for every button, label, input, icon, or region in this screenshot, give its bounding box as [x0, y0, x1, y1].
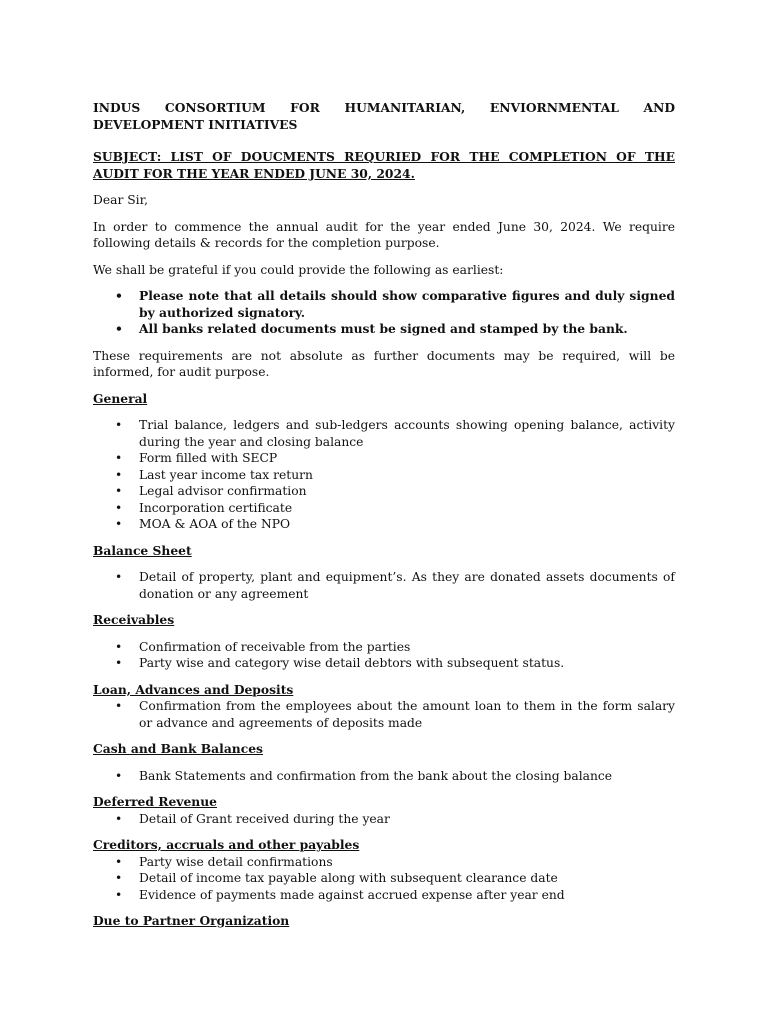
list-item: • Confirmation from the employees about the amount loan to them in the form salary or advance and agreements of deposits made [93, 698, 675, 731]
list-item: • Detail of income tax payable along with subsequent clearance date [93, 870, 675, 887]
section-list-cash-bank [93, 768, 675, 785]
list-item: • Detail of Grant received during the year [93, 811, 675, 828]
note-item: • All banks related documents must be signed and stamped by the bank. [93, 321, 675, 338]
section-list-receivables [93, 639, 675, 672]
section-heading-due-to-partner: Due to Partner Organization [93, 913, 290, 928]
section-list-balance-sheet [93, 569, 675, 602]
salutation: Dear Sir, [93, 193, 149, 207]
subject-line: SUBJECT: LIST OF DOUCMENTS REQURIED FOR THE COMPLETION OF THE AUDIT FOR THE YEAR ENDED JUNE 30, 2024. [93, 149, 675, 181]
section-heading-creditors: Creditors, accruals and other payables [93, 837, 360, 852]
section-heading-deferred-revenue: Deferred Revenue [93, 794, 217, 809]
disclaimer-paragraph: These requirements are not absolute as further documents may be required, will be informed, for audit purpose. [93, 348, 675, 379]
document-page [93, 100, 675, 930]
list-item: • Last year income tax return [93, 467, 675, 484]
list-item: • Party wise and category wise detail debtors with subsequent status. [93, 655, 675, 672]
list-item: • Bank Statements and confirmation from the bank about the closing balance [93, 768, 675, 785]
section-list-loan-advances-deposits [93, 698, 675, 731]
list-item: • MOA & AOA of the NPO [93, 516, 675, 533]
list-item: • Form filled with SECP [93, 450, 675, 467]
list-item: • Evidence of payments made against accrued expense after year end [93, 887, 675, 904]
note-item: • Please note that all details should show comparative figures and duly signed by authorized signatory. [93, 288, 675, 321]
section-heading-receivables: Receivables [93, 612, 175, 627]
list-item: • Incorporation certificate [93, 500, 675, 517]
list-item: • Confirmation of receivable from the parties [93, 639, 675, 656]
list-item: • Legal advisor confirmation [93, 483, 675, 500]
list-item: • Detail of property, plant and equipment’s. As they are donated assets documents of donation or any agreement [93, 569, 675, 602]
section-heading-balance-sheet: Balance Sheet [93, 542, 192, 558]
section-heading-loan-advances-deposits: Loan, Advances and Deposits [93, 681, 294, 697]
list-item: • Trial balance, ledgers and sub-ledgers accounts showing opening balance, activity during the year and closing balance [93, 417, 675, 450]
intro-paragraph: In order to commence the annual audit for the year ended June 30, 2024. We require following details & records for the completion purpose. [93, 219, 675, 250]
section-list-general [93, 417, 675, 533]
list-item: • Party wise detail confirmations [93, 854, 675, 871]
section-heading-cash-bank: Cash and Bank Balances [93, 741, 263, 756]
organization-name: INDUS CONSORTIUM FOR HUMANITARIAN, ENVIORNMENTAL AND DEVELOPMENT INITIATIVES [93, 100, 675, 132]
section-list-creditors [93, 854, 675, 904]
section-heading-general: General [93, 390, 148, 406]
request-paragraph: We shall be grateful if you could provide the following as earliest: [93, 262, 504, 277]
section-list-deferred-revenue [93, 811, 675, 828]
notes-list [93, 288, 675, 338]
